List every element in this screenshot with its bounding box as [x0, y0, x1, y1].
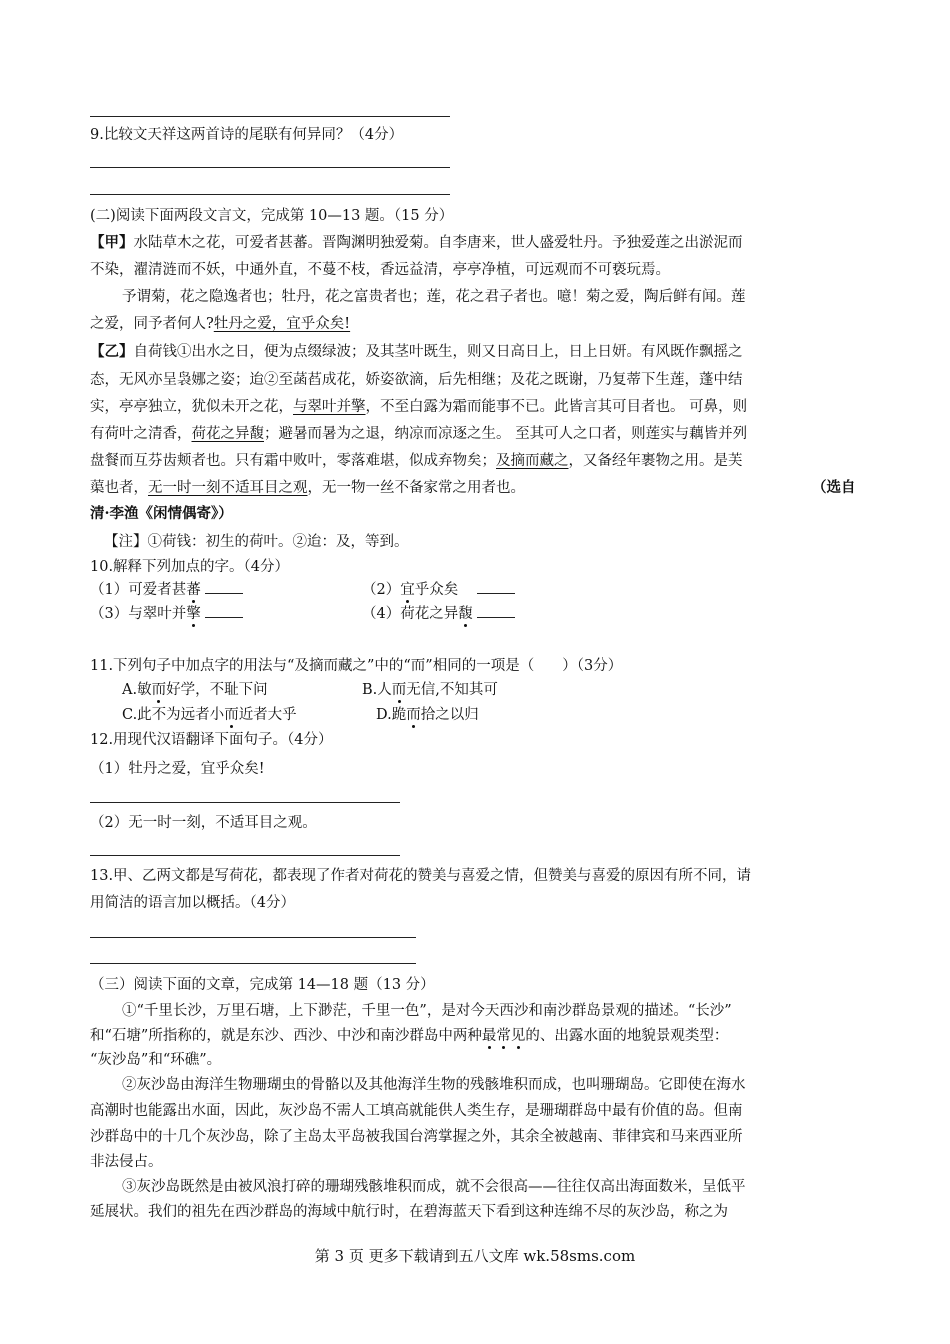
- dotted-character: 常: [496, 1028, 511, 1044]
- answer-blank[interactable]: [477, 617, 515, 618]
- question-9: [90, 125, 403, 145]
- passage-jia-line: 予谓菊，花之隐逸者也；牡丹，花之富贵者也；莲，花之君子者也。噫！菊之爱，陶后鲜有闻。莲: [122, 289, 746, 305]
- q9-text: 比较文天祥这两首诗的尾联有何异同？（4分）: [103, 127, 404, 143]
- dotted-character: 而: [406, 707, 421, 723]
- answer-line: [90, 963, 416, 964]
- q12-sentence: （2）无一时一刻，不适耳目之观。: [90, 815, 317, 831]
- article-line: ②灰沙岛由海洋生物珊瑚虫的骨骼以及其他海洋生物的残骸堆积而成，也叫珊瑚岛。它即使在海水: [122, 1077, 746, 1093]
- q11-option[interactable]: A.敏而好学，不耻下问: [122, 682, 268, 698]
- passage-jia-label: 【甲】: [90, 234, 134, 251]
- dotted-character: 宜: [400, 582, 415, 598]
- dotted-character: 而: [391, 682, 407, 698]
- passage-yi-line: 盘餐而互芬齿颊者也。只有霜中败叶，零落难堪，似成弃物矣；及摘而藏之，又备经年裹物之用。是芙: [90, 453, 743, 469]
- passage-yi-line: 有荷叶之清香，荷花之异馥；避暑而暑为之退，纳凉而凉逐之生。 至其可人之口者，则莲实与藕皆并列: [90, 426, 748, 442]
- dotted-character: 见: [510, 1028, 526, 1044]
- answer-line: [90, 855, 400, 856]
- dotted-character: 而: [224, 707, 239, 723]
- article-line: “灰沙岛”和“环礁”。: [90, 1052, 222, 1068]
- q11-option[interactable]: D.跪而拾之以归: [376, 707, 479, 723]
- answer-line: [90, 194, 450, 195]
- q10-item: （4）荷花之异馥: [362, 604, 515, 624]
- dotted-character: 擎: [186, 606, 201, 622]
- q11-option[interactable]: C.此不为远者小而近者大乎: [122, 707, 297, 723]
- underlined-sentence: 牡丹之爱，宜乎众矣!: [213, 316, 351, 332]
- q10-item: （1）可爱者甚蕃: [90, 580, 243, 600]
- article-line: 高潮时也能露出水面，因此，灰沙岛不需人工填高就能供人类生存，是珊瑚群岛中最有价值的岛。但南: [90, 1103, 743, 1119]
- question-12: 12.用现代汉语翻译下面句子。（4分）: [90, 732, 333, 748]
- passage-jia-line: 不染，濯清涟而不妖，中通外直，不蔓不枝，香远益清，亭亭净植，可远观而不可亵玩焉。: [90, 262, 670, 278]
- underlined-phrase: 无一时一刻不适耳目之观: [148, 480, 308, 496]
- passage-yi-label: 【乙】: [90, 343, 134, 360]
- source-attribution: （选自: [812, 479, 856, 496]
- page-footer: 第 3 页 更多下载请到五八文库 wk.58sms.com: [314, 1247, 636, 1265]
- passage-jia-line: 之爱，同予者何人?牡丹之爱，宜乎众矣!: [90, 316, 351, 332]
- passage-jia-line: 【甲】水陆草木之花，可爱者甚蕃。晋陶渊明独爱菊。自李唐来，世人盛爱牡丹。予独爱莲之出淤泥而: [90, 234, 743, 251]
- passage-yi-line: 【乙】自荷钱①出水之日，便为点缀绿波；及其茎叶既生，则又日高日上，日上日妍。有风既作飘摇之: [90, 343, 743, 360]
- q11-option[interactable]: B.人而无信,不知其可: [362, 682, 498, 698]
- article-line: 延展状。我们的祖先在西沙群岛的海域中航行时，在碧海蓝天下看到这种连绵不尽的灰沙岛，称之为: [90, 1204, 728, 1220]
- answer-blank[interactable]: [205, 617, 243, 618]
- question-13: 用简洁的语言加以概括。（4分）: [90, 895, 295, 911]
- passage-yi-line: 蕖也者，无一时一刻不适耳目之观，无一物一丝不备家常之用者也。: [90, 480, 525, 496]
- underlined-phrase: 及摘而藏之: [496, 453, 569, 469]
- passage-yi-line: 实，亭亭独立，犹似未开之花，与翠叶并擎，不至白露为霜而能事不已。此皆言其可目者也。 可鼻，则: [90, 399, 748, 415]
- answer-line: [90, 937, 416, 938]
- article-line: 沙群岛中的十几个灰沙岛，除了主岛太平岛被我国台湾掌握之外，其余全被越南、菲律宾和马来西亚所: [90, 1129, 743, 1145]
- dotted-character: 而: [151, 682, 167, 698]
- answer-line: [90, 116, 450, 117]
- article-line: 和“石塘”所指称的，就是东沙、西沙、中沙和南沙群岛中两种最常见的、出露水面的地貌景观类型：: [90, 1028, 729, 1044]
- answer-blank[interactable]: [205, 593, 243, 594]
- footnote: 【注】①荷钱：初生的荷叶。②迨：及，等到。: [104, 534, 409, 550]
- q10-item: （3）与翠叶并擎: [90, 604, 243, 624]
- question-11: 11.下列句子中加点字的用法与“及摘而藏之”中的“而”相同的一项是（ ）（3分）: [90, 658, 623, 674]
- underlined-phrase: 荷花之异馥: [191, 426, 264, 442]
- source-attribution: 清·李渔《闲情偶寄》）: [90, 505, 233, 522]
- section-3-heading: （三）阅读下面的文章，完成第 14—18 题（13 分）: [90, 977, 435, 993]
- underlined-phrase: 与翠叶并擎: [293, 399, 366, 415]
- question-10: 10.解释下列加点的字。（4分）: [90, 559, 290, 575]
- article-line: ①“千里长沙，万里石塘，上下渺茫，千里一色”，是对今天西沙和南沙群岛景观的描述。“长沙”: [122, 1003, 732, 1019]
- article-line: ③灰沙岛既然是由被风浪打碎的珊瑚残骸堆积而成，就不会很高——往往仅高出海面数米，呈低平: [122, 1179, 746, 1195]
- question-13: 13.甲、乙两文都是写荷花，都表现了作者对荷花的赞美与喜爱之情，但赞美与喜爱的原因有所不同，请: [90, 868, 752, 884]
- answer-line: [90, 167, 450, 168]
- dotted-character: 馥: [458, 606, 473, 622]
- dotted-character: 最: [481, 1028, 497, 1044]
- q12-sentence: （1）牡丹之爱，宜乎众矣!: [90, 761, 265, 777]
- article-line: 非法侵占。: [90, 1154, 163, 1170]
- dotted-character: 蕃: [186, 582, 201, 598]
- q9-prefix: 9.: [90, 127, 104, 143]
- section-2-heading: (二)阅读下面两段文言文，完成第 10—13 题。（15 分）: [90, 208, 454, 224]
- answer-line: [90, 802, 400, 803]
- answer-blank[interactable]: [477, 593, 515, 594]
- passage-yi-line: 态，无风亦呈袅娜之姿；迨②至菡萏成花，娇姿欲滴，后先相继；及花之既谢，乃复蒂下生莲，蓬中结: [90, 372, 743, 388]
- q10-item: （2）宜乎众矣: [362, 580, 515, 600]
